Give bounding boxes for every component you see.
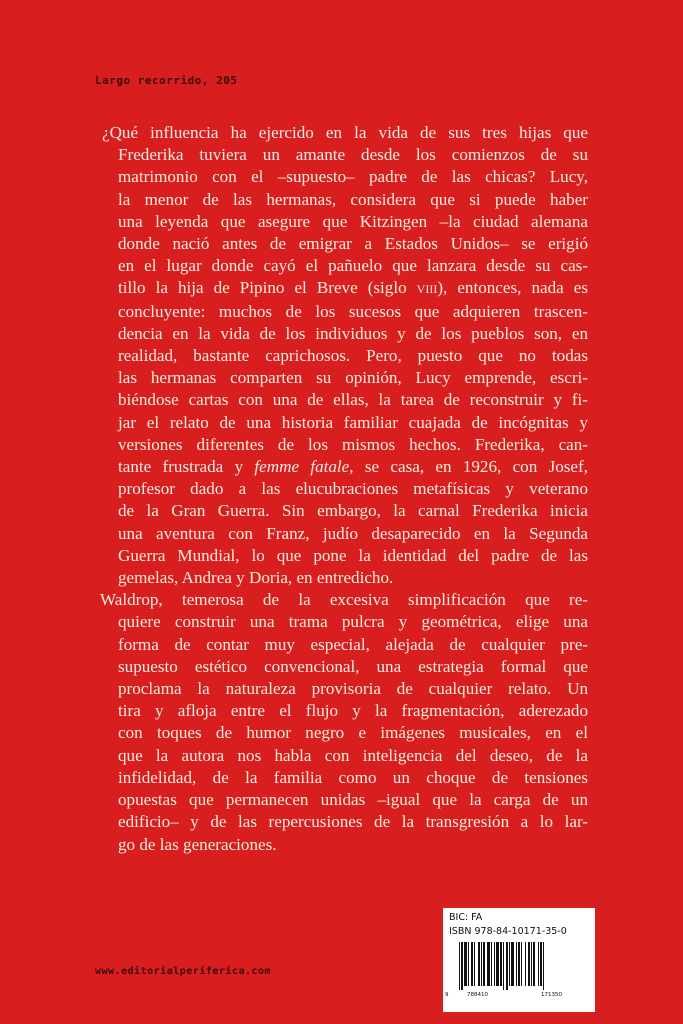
bic-code: BIC: FA	[449, 912, 483, 923]
text-line: profesor dado a las elucubraciones metafísicas y veterano	[118, 479, 588, 499]
text-line: ¿Qué influencia ha ejercido en la vida de sus tres hijas que	[102, 123, 588, 142]
paragraph-2	[100, 589, 588, 855]
text-line: opuestas que permanecen unidas –igual que la carga de un	[118, 790, 588, 810]
barcode-bar	[471, 942, 473, 986]
text-line: Guerra Mundial, lo que pone la identidad del padre de las	[118, 545, 588, 565]
text-line: proclama la naturaleza provisoria de cualquier relato. Un	[118, 679, 588, 699]
text-line: las hermanas comparten su opinión, Lucy emprende, escri-	[118, 368, 588, 388]
text-line: tira y afloja entre el flujo y la fragmentación, aderezado	[118, 701, 588, 721]
text-line: supuesto estético convencional, una estrategia formal que	[118, 656, 588, 676]
barcode-bar	[518, 942, 520, 986]
text-line: edificio– y de las repercusiones de la transgresión a lo lar-	[118, 812, 588, 832]
barcode-label	[443, 908, 595, 1012]
barcode-bar	[533, 942, 535, 986]
text-line: go de las generaciones.	[118, 834, 277, 854]
barcode-bar	[491, 942, 492, 986]
isbn-number: ISBN 978-84-10171-35-0	[449, 926, 567, 937]
barcode-bar	[528, 942, 530, 986]
barcode-digits-group-1: 788410	[467, 992, 488, 998]
barcode-bar	[538, 942, 539, 986]
text-line: que la autora nos habla con inteligencia del deseo, de la	[118, 745, 588, 765]
barcode-bar	[509, 942, 510, 986]
barcode-bar	[474, 942, 475, 986]
text-line: quiere construir una trama pulcra y geométrica, elige una	[118, 612, 588, 632]
barcode-bar	[516, 942, 517, 986]
barcode-bar	[543, 942, 544, 990]
text-line: de la Gran Guerra. Sin embargo, la carnal Frederika inicia	[118, 501, 588, 521]
text-line: Frederika tuviera un amante desde los comienzos de su	[118, 145, 588, 165]
series-label: Largo recorrido, 205	[95, 74, 238, 87]
text-line: concluyente: muchos de los sucesos que adquieren trascen-	[118, 301, 588, 321]
barcode-bar	[531, 942, 532, 986]
text-line: la menor de las hermanas, considera que si puede haber	[118, 189, 588, 209]
text-line: con toques de humor negro e imágenes musicales, en el	[118, 723, 588, 743]
synopsis	[100, 122, 588, 856]
barcode-digits-group-2: 171350	[541, 992, 562, 998]
text-line: jar el relato de una historia familiar cuajada de incógnitas y	[118, 412, 588, 432]
publisher-website: www.editorialperiferica.com	[95, 966, 272, 977]
text-line: infidelidad, de la familia como un choque de tensiones	[118, 767, 588, 787]
text-line: dencia en la vida de los individuos y de los pueblos son, en	[118, 323, 588, 343]
barcode-bar	[487, 942, 490, 986]
text-line: una aventura con Franz, judío desaparecido en la Segunda	[118, 523, 588, 543]
barcode-bar	[464, 942, 467, 986]
text-line: versiones diferentes de los mismos hechos. Frederika, can-	[118, 434, 588, 454]
text-line: gemelas, Andrea y Doria, en entredicho.	[118, 568, 394, 588]
barcode-bar	[500, 942, 502, 986]
text-line: en el lugar donde cayó el pañuelo que lanzara desde su cas-	[118, 256, 588, 276]
barcode-bar	[468, 942, 469, 986]
barcode-bar	[540, 942, 542, 986]
barcode-bar	[521, 942, 522, 986]
barcode-bar	[494, 942, 495, 986]
barcode-bars	[449, 942, 589, 992]
barcode-bar	[511, 942, 514, 986]
barcode-bar	[461, 942, 463, 990]
barcode-bar	[503, 942, 504, 990]
text-line: donde nació antes de emigrar a Estados Unidos– se erigió	[118, 234, 588, 254]
barcode-bar	[483, 942, 485, 986]
barcode-bar	[478, 942, 480, 986]
text-line: forma de contar muy especial, alejada de cualquier pre-	[118, 634, 588, 654]
text-line: tante frustrada y femme fatale, se casa, en 1926, con Josef,	[118, 457, 588, 477]
barcode-bar	[481, 942, 482, 986]
text-line: Waldrop, temerosa de la excesiva simplificación que re-	[100, 590, 588, 610]
text-line: una leyenda que asegure que Kitzingen –la ciudad alemana	[118, 211, 588, 231]
text-line: biéndose cartas con una de ellas, la tarea de reconstruir y fi-	[118, 390, 588, 410]
text-line: tillo la hija de Pipino el Breve (siglo VIII), entonces, nada es	[118, 278, 588, 298]
barcode-digit-prefix: 9	[445, 992, 449, 998]
barcode-bar	[496, 942, 499, 986]
paragraph-1	[102, 122, 588, 589]
barcode-bar	[506, 942, 508, 990]
text-line: realidad, bastante caprichosos. Pero, puesto que no todas	[118, 346, 588, 366]
barcode-bar	[459, 942, 460, 990]
barcode-bar	[525, 942, 526, 986]
text-line: matrimonio con el –supuesto– padre de las chicas? Lucy,	[118, 167, 588, 187]
